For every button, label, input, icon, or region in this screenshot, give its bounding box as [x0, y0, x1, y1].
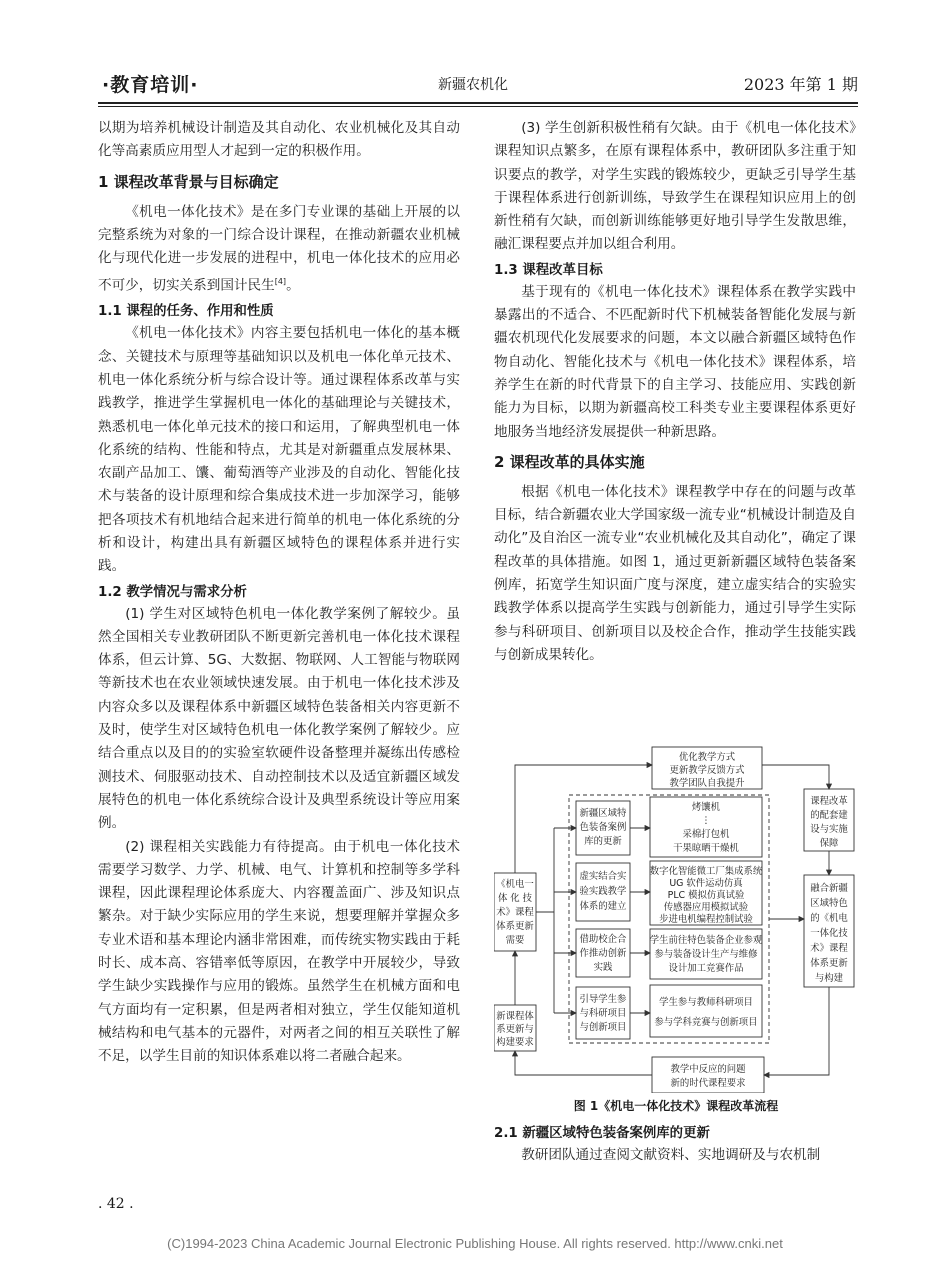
section-heading-2-1: 2.1 新疆区域特色装备案例库的更新 — [494, 1126, 710, 1141]
section-heading-1: 1 课程改革背景与目标确定 — [98, 172, 279, 191]
flowchart-svg — [494, 745, 858, 1093]
content1-line: 采棉打包机 — [682, 829, 730, 840]
left-line: 体系更新 — [496, 921, 534, 932]
citation: [4] — [274, 277, 287, 287]
page-number: . 42 . — [98, 1196, 134, 1212]
content1-top: 烤馕机 — [691, 802, 721, 813]
left-line: 体 化 技 — [497, 893, 533, 904]
mid3-line: 实践 — [593, 962, 613, 973]
left-bottom-line: 构建要求 — [496, 1037, 534, 1048]
left-line: 需要 — [505, 935, 525, 946]
right-mid-line: 的《机电 — [810, 913, 848, 924]
right-mid-line: 融合新疆 — [810, 883, 848, 894]
copyright-footer: (C)1994-2023 China Academic Journal Electronic Publishing House. All rights reserved. http://www.cnki.net — [167, 1236, 783, 1251]
left-bottom-line: 系更新与 — [496, 1024, 534, 1035]
right-mid-line: 区域特色 — [810, 898, 848, 909]
bottom-line: 新的时代课程要求 — [670, 1078, 746, 1089]
mid1-line: 新疆区域特 — [579, 808, 627, 819]
left-bottom-line: 新课程体 — [496, 1011, 534, 1022]
figure-caption: 图 1《机电一体化技术》课程改革流程 — [573, 1099, 779, 1113]
top-line: 更新教学反馈方式 — [669, 765, 745, 776]
section-heading-1-1: 1.1 课程的任务、作用和性质 — [98, 304, 274, 320]
section-heading-1-2: 1.2 教学情况与需求分析 — [98, 584, 247, 600]
header-rule-thick — [98, 102, 858, 104]
mid1-line: 库的更新 — [584, 836, 622, 847]
paragraph: 基于现有的《机电一体化技术》课程体系在教学实践中暴露出的不适合、不匹配新时代下机械装备智能化发展与新疆农机现代化发展要求的问题，本文以融合新疆区域特色作物自动化、智能化技术与《机电一体化技术》课程体系，培养学生在新的时代背景下的自主学习、技能应用、实践创新能力为目标，以期为新疆高校工科类专业主要课程体系更好地服务当地经济发展提供一种新思路。 — [494, 283, 856, 440]
paragraph: 根据《机电一体化技术》课程教学中存在的问题与改革目标，结合新疆农业大学国家级一流专业“机械设计制造及自动化”及自治区一流专业“农业机械化及其自动化”，确定了课程改革的具体措施。如图 1，通过更新新疆区域特色装备案例库，拓宽学生知识面广度与深度，建立虚实结合的实验实践教学体系以提高学生实践与创新能力，通过引导学生实际参与科研项目、创新项目以及校企合作，推动学生技能实践与创新成果转化。 — [494, 483, 856, 663]
mid3-line: 作推动创新 — [579, 948, 627, 959]
content3-line: 学生前往特色装备企业参观 — [649, 935, 763, 946]
right-mid-line: 术》课程 — [810, 943, 848, 954]
content3-line: 参与装备设计生产与维修 — [654, 949, 758, 960]
journal-name: 新疆农机化 — [438, 77, 508, 93]
paragraph-end: 。 — [286, 278, 300, 295]
paragraph: 以期为培养机械设计制造及其自动化、农业机械化及其自动化等高素质应用型人才起到一定的积极作用。 — [98, 120, 460, 160]
paragraph: (1) 学生对区域特色机电一体化教学案例了解较少。虽然全国相关专业教研团队不断更新完善机电一体化技术课程体系，但云计算、5G、大数据、物联网、人工智能与物联网等新技术也在农业领域快速发展。由于机电一体化技术涉及内容众多以及课程体系中新疆区域特色装备相关内容更新不及时，使学生对区域特色机电一体化教学案例了解较少。应结合重点以及目的的实验室软硬件设备整理并凝练出传感检测技术、伺服驱动技术、自动控制技术以及适宜新疆区域发展特色的机电一体化系统综合设计及典型系统设计等应用案例。 — [98, 605, 460, 832]
content2-line: 传感器应用模拟试验 — [663, 902, 749, 913]
bottom-line: 教学中反应的问题 — [670, 1064, 746, 1075]
right-column — [494, 117, 856, 667]
right-mid-line: 体系更新 — [810, 958, 848, 969]
mid1-line: 色装备案例 — [579, 822, 627, 833]
content2-line: PLC 模拟仿真试验 — [667, 890, 745, 901]
right-top-line: 的配套建 — [810, 810, 848, 821]
paragraph: 《机电一体化技术》内容主要包括机电一体化的基本概念、关键技术与原理等基础知识以及机电一体化单元技术、机电一体化系统分析与综合设计等。通过课程体系改革与实践教学，推进学生掌握机电一体化的基础理论与关键技术，熟悉机电一体化单元技术的接口和运用，了解典型机电一体化系统的结构、性能和特点，尤其是对新疆重点发展林果、农副产品加工、馕、葡萄酒等产业涉及的自动化、智能化技术与装备的设计原理和综合集成技术进一步加深学习，能够把各项技术有机地结合起来进行简单的机电一体化系统的分析和设计，构建出具有新疆区域特色的课程体系并进行实践。 — [98, 325, 460, 575]
content2-line: 步进电机编程控制试验 — [659, 914, 753, 925]
content4-line: 学生参与教师科研项目 — [659, 997, 753, 1008]
content2-line: 数字化智能微工厂集成系统 — [649, 866, 763, 877]
mid4-line: 与科研项目 — [579, 1008, 627, 1019]
section-label: ·教育培训· — [102, 74, 199, 96]
content4-line: 参与学科竞赛与创新项目 — [654, 1017, 758, 1028]
top-line: 优化教学方式 — [678, 752, 736, 763]
right-top-line: 设与实施 — [810, 824, 848, 835]
content2-line: UG 软件运动仿真 — [669, 878, 743, 889]
mid2-line: 虚实结合实 — [579, 871, 627, 882]
paragraph: 教研团队通过查阅文献资料、实地调研及与农机制 — [521, 1147, 821, 1163]
box-content-4 — [650, 985, 762, 1037]
paragraph: (2) 课程相关实践能力有待提高。由于机电一体化技术需要学习数学、力学、机械、电气、计算机和控制等多学科课程，因此课程理论体系庞大、内容覆盖面广、涉及知识点繁杂。对于缺少实际应用的学生来说，想要理解并掌握众多专业术语和基本理论内涵非常困难，而传统实物实践由于耗时长、成本高、容错率低等原因，在教学中开展较少，导致学生缺少实践操作与应用的锻炼。虽然学生在机械方面和电气方面均有一定积累，但是两者相对独立，学生仅能知道机械结构和电气基本的元器件，对两者之间的相互关联性了解不足，以学生目前的知识体系难以将二者融合起来。 — [98, 838, 460, 1065]
paragraph — [98, 201, 460, 299]
left-column — [98, 117, 460, 1069]
top-line: 教学团队自我提升 — [669, 778, 745, 789]
section-heading-1-3: 1.3 课程改革目标 — [494, 262, 603, 278]
page-header — [98, 64, 858, 100]
figure-1-flowchart — [494, 745, 858, 1093]
right-mid-line: 一体化技 — [810, 928, 848, 939]
mid2-line: 验实践教学 — [579, 886, 627, 897]
right-column-bottom — [494, 1120, 856, 1167]
paragraph: (3) 学生创新积极性稍有欠缺。由于《机电一体化技术》课程知识点繁多，在原有课程体系中，教研团队多注重于知识要点的教学，对学生实践的锻炼较少，更缺乏引导学生基于课程体系进行创新训练，导致学生在课程知识应用上的创新性稍有欠缺，而创新训练能够更好地引导学生发散思维，融汇课程要点并加以组合利用。 — [494, 120, 856, 253]
mid4-line: 与创新项目 — [579, 1022, 627, 1033]
content1-dots: ⋮ — [701, 815, 711, 826]
paragraph-text: 《机电一体化技术》是在多门专业课的基础上开展的以完整系统为对象的一门综合设计课程，在推动新疆农业机械化与现代化进一步发展的进程中，机电一体化技术的应用必不可少，切实关系到国计民生 — [98, 203, 460, 295]
mid2-line: 体系的建立 — [579, 901, 627, 912]
content1-line: 干果晾晒干燥机 — [673, 843, 739, 854]
issue-label: 2023 年第 1 期 — [743, 75, 858, 94]
mid3-line: 借助校企合 — [579, 934, 627, 945]
right-top-line: 课程改革 — [810, 796, 848, 807]
right-mid-line: 与构建 — [814, 973, 844, 984]
left-line: 术》课程 — [496, 907, 534, 918]
mid4-line: 引导学生参 — [579, 994, 627, 1005]
header-rule-thin — [98, 106, 858, 107]
section-heading-2: 2 课程改革的具体实施 — [494, 452, 645, 471]
right-top-line: 保障 — [819, 838, 839, 849]
content3-line: 设计加工竞赛作品 — [668, 963, 744, 974]
left-line: 《机电一 — [496, 879, 534, 890]
